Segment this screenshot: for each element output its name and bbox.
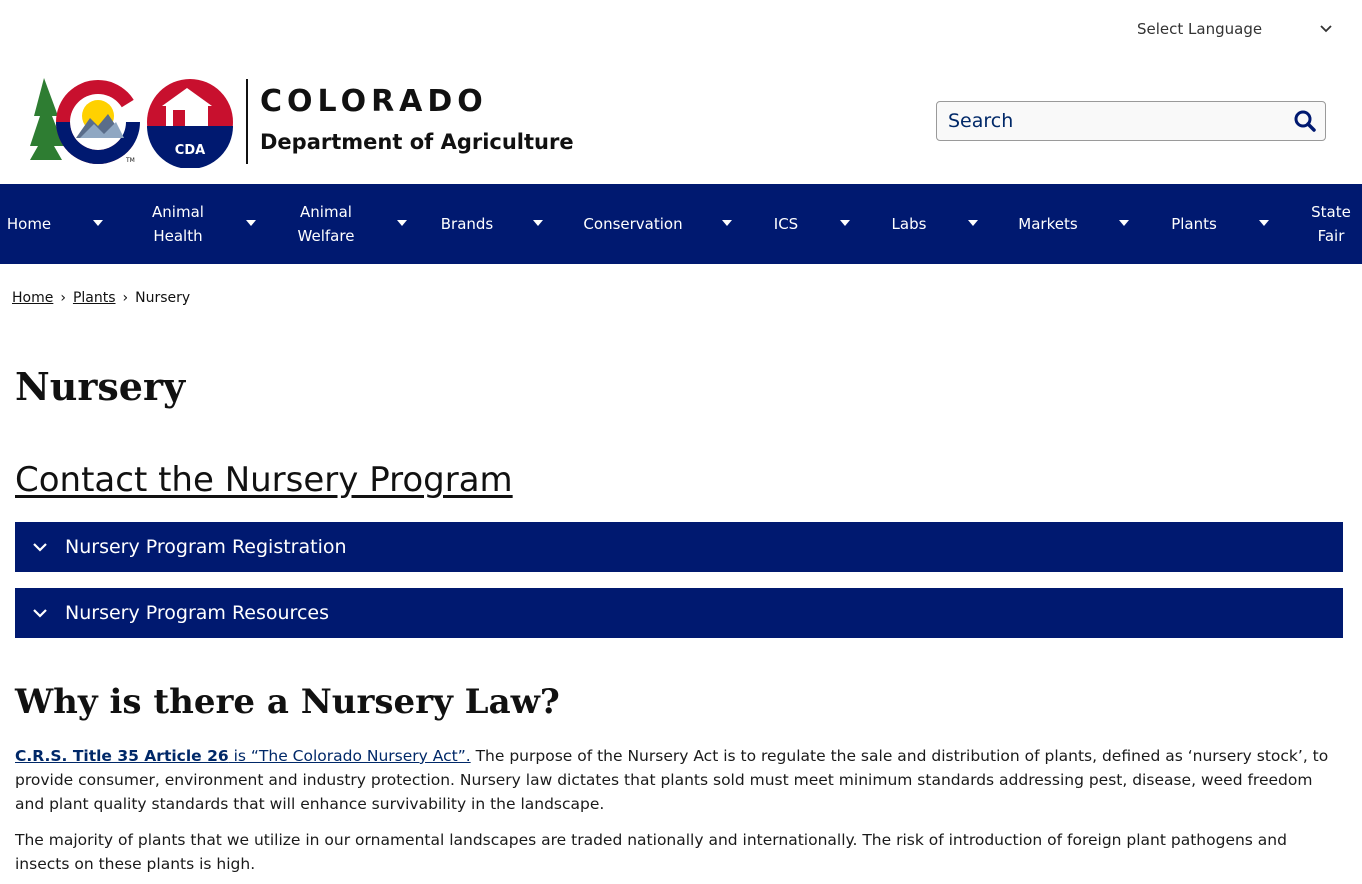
nav-animal-welfare-caret-icon[interactable] bbox=[397, 220, 407, 226]
accordion-label: Nursery Program Registration bbox=[65, 536, 347, 558]
nav-markets-caret-icon[interactable] bbox=[1119, 220, 1129, 226]
nav-brands-caret-icon[interactable] bbox=[533, 220, 543, 226]
nav-item-ics[interactable]: ICS bbox=[773, 215, 799, 233]
nav-labs-caret-icon[interactable] bbox=[968, 220, 978, 226]
accordion-registration[interactable] bbox=[15, 522, 1343, 572]
contact-nursery-link[interactable]: Contact the Nursery Program bbox=[15, 460, 513, 500]
nav-item-plants[interactable]: Plants bbox=[1171, 215, 1217, 233]
breadcrumb-plants-link[interactable]: Plants bbox=[72, 290, 116, 306]
nav-plants-caret-icon[interactable] bbox=[1259, 220, 1269, 226]
breadcrumb-separator: › bbox=[60, 290, 66, 306]
nav-item-markets[interactable]: Markets bbox=[1018, 215, 1078, 233]
breadcrumb-separator: › bbox=[122, 290, 129, 306]
search-box bbox=[936, 101, 1326, 141]
nav-item-brands[interactable]: Brands bbox=[440, 215, 494, 233]
logo-title: COLORADO bbox=[260, 84, 488, 119]
svg-text:TM: TM bbox=[126, 157, 135, 164]
search-icon[interactable] bbox=[1285, 103, 1325, 139]
nav-item-labs[interactable]: Labs bbox=[891, 215, 927, 233]
accordion-label: Nursery Program Resources bbox=[65, 602, 329, 624]
nav-ics-caret-icon[interactable] bbox=[840, 220, 850, 226]
nav-conservation-caret-icon[interactable] bbox=[722, 220, 732, 226]
chevron-down-icon bbox=[33, 543, 65, 552]
breadcrumb-home-link[interactable]: Home bbox=[12, 290, 54, 306]
nav-item-conservation[interactable]: Conservation bbox=[583, 215, 683, 233]
nav-home-caret-icon[interactable] bbox=[93, 220, 103, 226]
main-nav bbox=[0, 184, 1362, 264]
nav-item-animal-health[interactable]: Animal Health bbox=[152, 203, 204, 245]
language-select-label: Select Language bbox=[1137, 20, 1263, 38]
svg-text:CDA: CDA bbox=[174, 143, 206, 158]
colorado-logo-icon bbox=[28, 76, 248, 168]
language-select[interactable] bbox=[1137, 18, 1332, 40]
accordion-resources[interactable] bbox=[15, 588, 1343, 638]
logo-subtitle: Department of Agriculture bbox=[260, 130, 574, 154]
chevron-down-icon bbox=[1320, 22, 1332, 37]
law-paragraph: C.R.S. Title 35 Article 26 is “The Colorado Nursery Act”. The purpose of the Nursery Act is to regulate the sale and distribution of plants, defined as ‘nursery stock’, to provide consumer, environment and industry protection. Nursery law dictates that plants sold must meet minimum standards addressing pest, disease, weed freedom and plant quality standards that will enhance survivability in the landscape. bbox=[15, 747, 1329, 813]
nursery-act-link[interactable]: C.R.S. Title 35 Article 26 is “The Colorado Nursery Act”. bbox=[15, 747, 471, 765]
law-heading: Why is there a Nursery Law? bbox=[15, 682, 560, 722]
nav-item-state-fair[interactable]: State Fair bbox=[1311, 203, 1351, 245]
risk-paragraph: The majority of plants that we utilize in our ornamental landscapes are traded nationally and internationally. The risk of introduction of foreign plant pathogens and insects on these plants is high. bbox=[15, 831, 1287, 873]
chevron-down-icon bbox=[33, 609, 65, 618]
breadcrumb-current: Nursery bbox=[135, 290, 191, 306]
nav-item-home[interactable]: Home bbox=[6, 215, 52, 233]
search-input[interactable] bbox=[937, 102, 1285, 140]
nav-animal-health-caret-icon[interactable] bbox=[246, 220, 256, 226]
page-title: Nursery bbox=[15, 364, 186, 409]
logo-divider bbox=[246, 79, 248, 164]
nav-item-animal-welfare[interactable]: Animal Welfare bbox=[297, 203, 355, 245]
breadcrumb bbox=[12, 290, 190, 306]
